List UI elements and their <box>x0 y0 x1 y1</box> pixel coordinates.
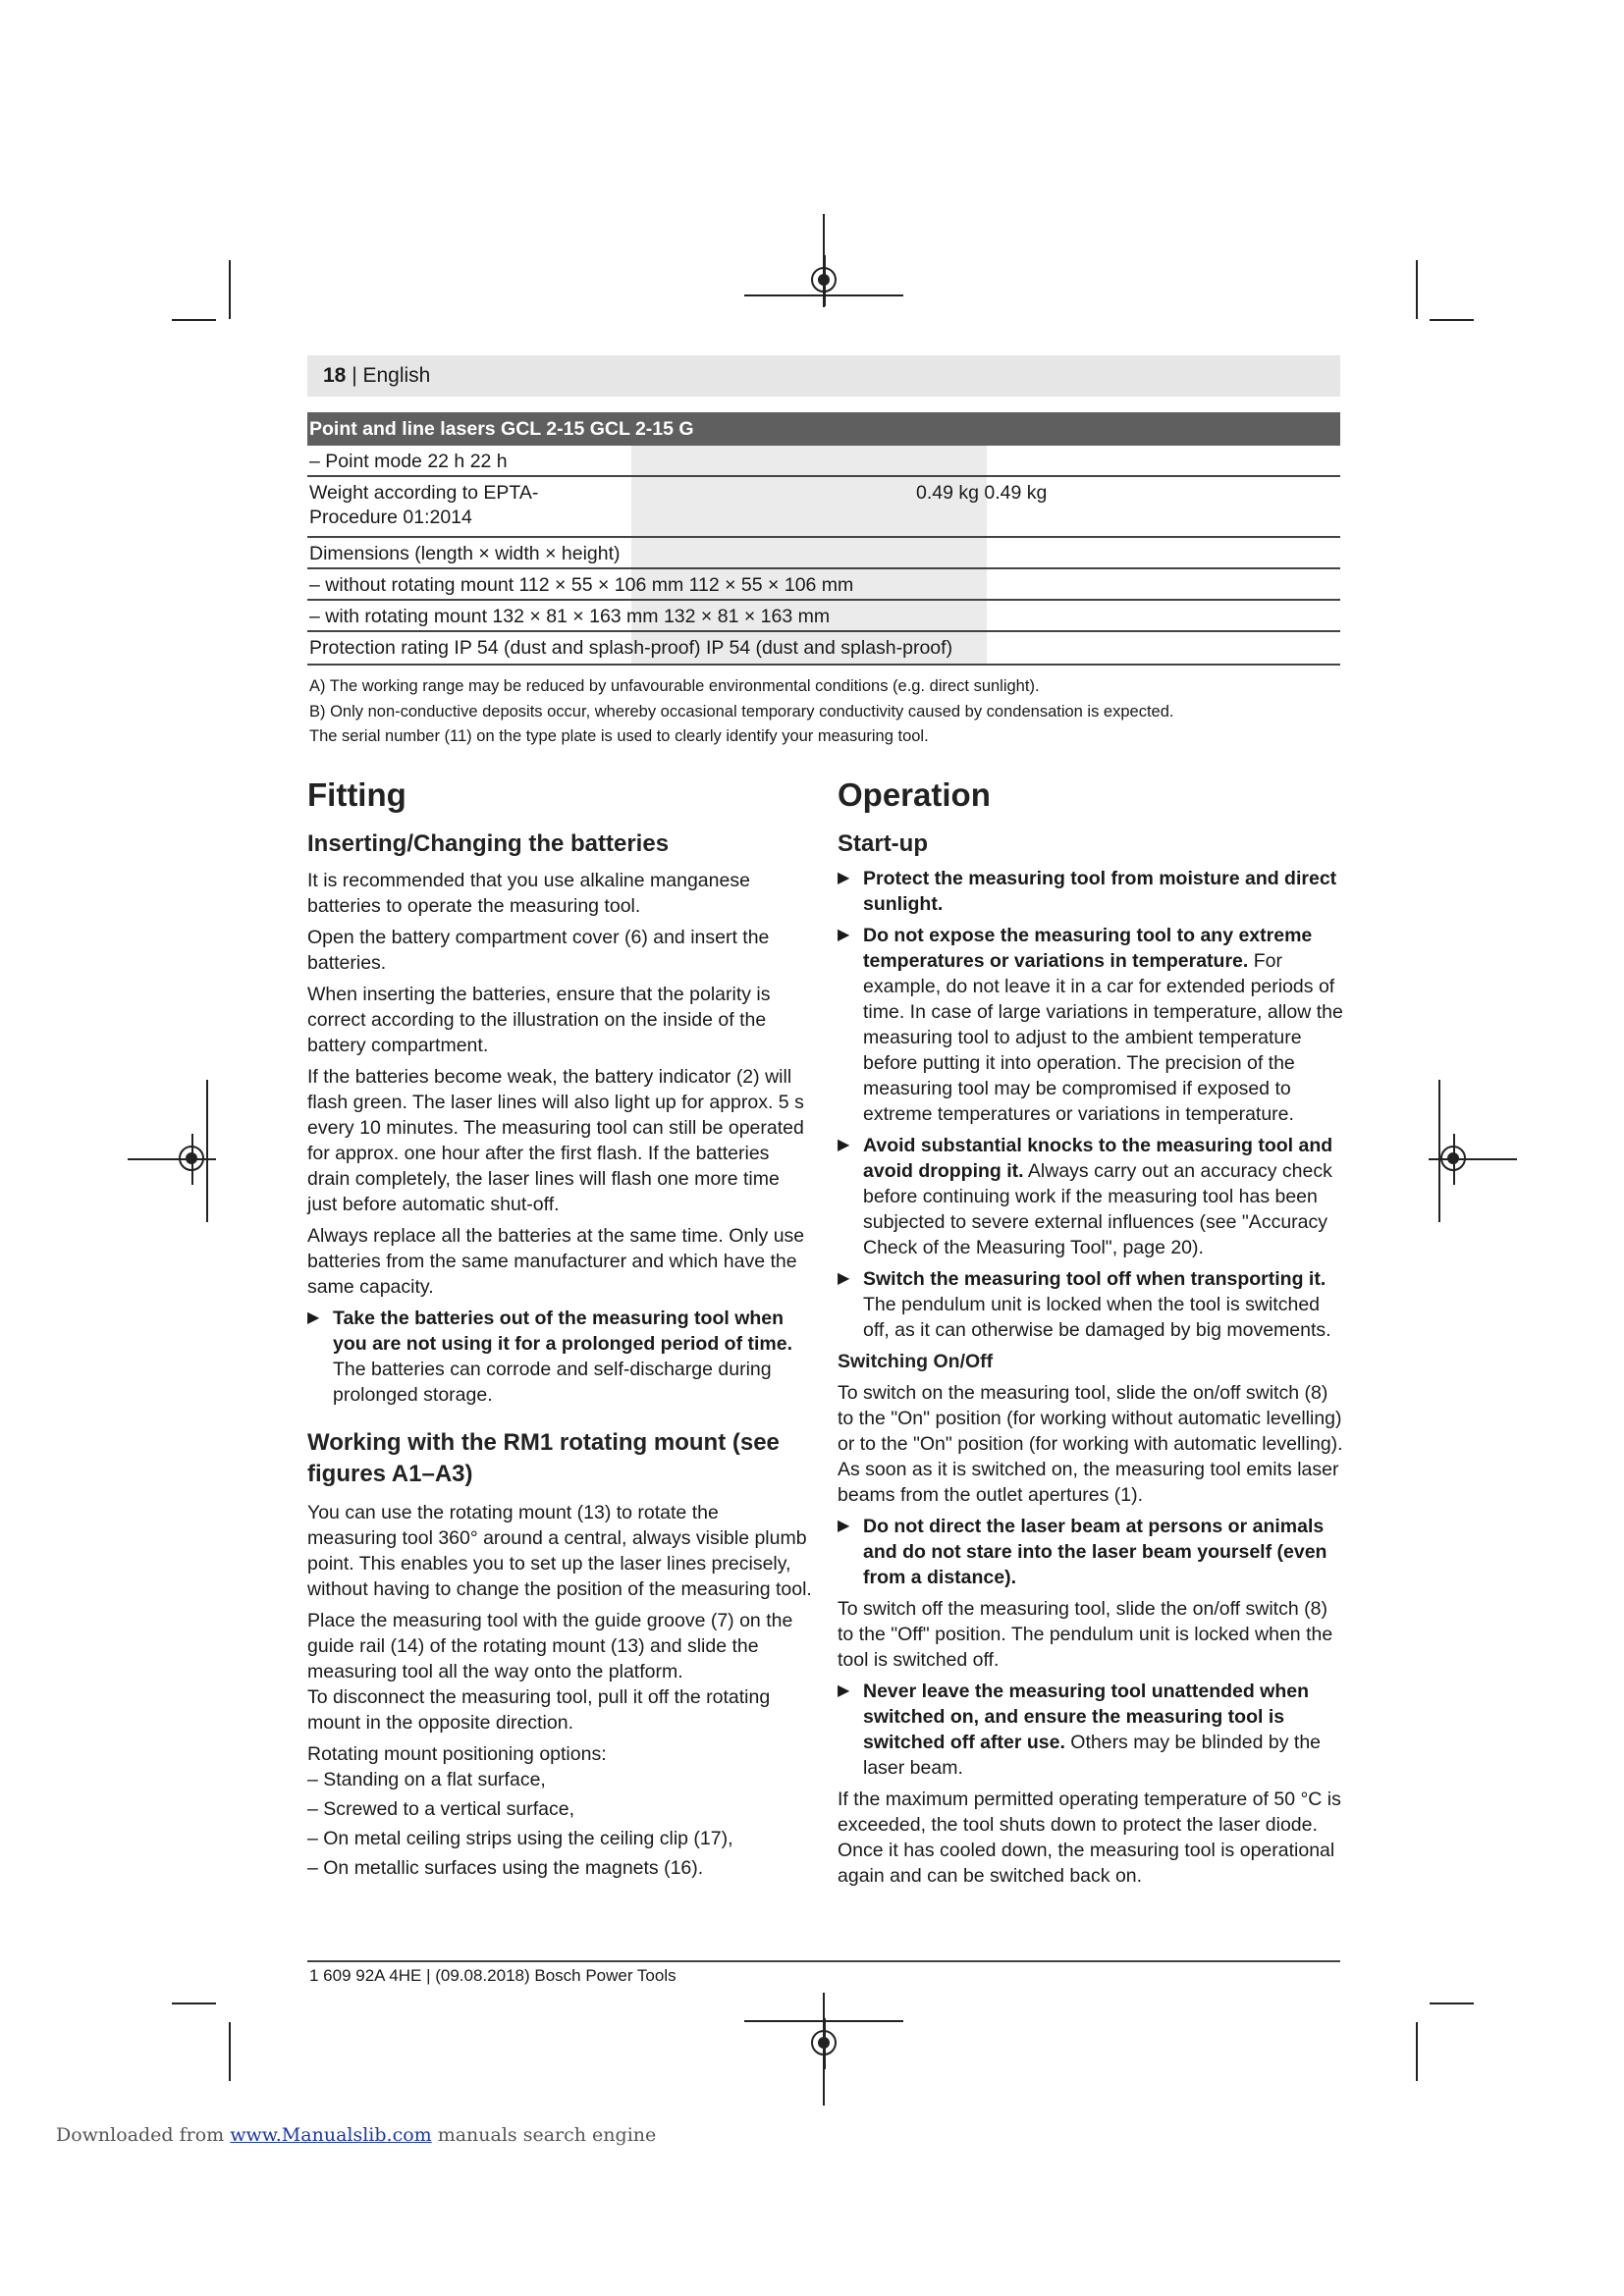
list-item: – On metallic surfaces using the magnets (16). <box>307 1857 704 1879</box>
paragraph: You can use the rotating mount (13) to rotate the measuring tool 360° around a central, always visible plumb point. This enables you to set up the laser lines precisely, without having to change the position of the measuring tool. <box>307 1502 812 1600</box>
paragraph: If the maximum permitted operating temperature of 50 °C is exceeded, the tool shuts down to protect the laser diode. Once it has cooled down, the measuring tool is operational again and can be switched back on. <box>838 1789 1341 1887</box>
download-suffix: manuals search engine <box>431 2124 657 2146</box>
safety-bullet <box>838 1133 1343 1260</box>
table-row <box>307 632 1340 666</box>
table-row <box>307 601 1340 632</box>
bullet-bold: Switch the measuring tool off when transporting it. <box>863 1268 1326 1290</box>
paragraph: To disconnect the measuring tool, pull it off the rotating mount in the opposite direction. <box>307 1686 771 1734</box>
spec-table <box>307 412 1340 666</box>
table-row <box>307 569 1340 601</box>
bullet-text: Always carry out an accuracy check before continuing work if the measuring tool has been subjected to severe external influences (see "Accuracy Check of the Measuring Tool", page 20). <box>863 1160 1332 1258</box>
bullet-arrow-icon: ▶ <box>838 870 850 886</box>
right-column <box>838 775 1343 1895</box>
startup-subheading: Start-up <box>838 830 928 857</box>
bullet-text: Others may be blinded by the laser beam. <box>863 1732 1322 1779</box>
left-column <box>307 775 813 1885</box>
bullet-arrow-icon: ▶ <box>307 1309 320 1326</box>
bullet-arrow-icon: ▶ <box>838 1682 850 1699</box>
bullet-bold: Do not expose the measuring tool to any extreme temperatures or variations in temperature. <box>863 925 1313 972</box>
page-number-label <box>323 364 430 388</box>
safety-bullet <box>838 1514 1343 1590</box>
registration-target-icon <box>179 1146 204 1171</box>
crop-mark <box>229 260 231 319</box>
table-cell: Dimensions (length × width × height) <box>309 543 621 564</box>
spec-table-title: Point and line lasers GCL 2-15 GCL 2-15 G <box>307 412 1340 446</box>
crop-mark <box>1416 260 1418 319</box>
footnote-a: A) The working range may be reduced by unfavourable environmental conditions (e.g. direct sunlight). <box>309 677 1040 695</box>
registration-line <box>206 1080 208 1222</box>
paragraph: Always replace all the batteries at the same time. Only use batteries from the same manufacturer and which have the same capacity. <box>307 1225 805 1298</box>
bullet-bold: Take the batteries out of the measuring tool when you are not using it for a prolonged period of time. <box>333 1308 793 1355</box>
switching-subheading: Switching On/Off <box>838 1351 994 1372</box>
bullet-arrow-icon: ▶ <box>838 1270 850 1287</box>
paragraph: It is recommended that you use alkaline manganese batteries to operate the measuring tool. <box>307 870 750 917</box>
paragraph: To switch on the measuring tool, slide the on/off switch (8) to the "On" position (for working without automatic levelling) or to the "On" position (for working with automatic levelling). As soon as it is switched on, the measuring tool emits laser beams from the outlet apertures (1). <box>838 1382 1343 1506</box>
footnote-b: B) Only non-conductive deposits occur, whereby occasional temporary conductivity caused by condensation is expected. <box>309 703 1174 721</box>
table-cell-value: 0.49 kg 0.49 kg <box>916 482 1048 504</box>
table-cell: – with rotating mount 132 × 81 × 163 mm 132 × 81 × 163 mm <box>309 606 831 627</box>
paragraph: Open the battery compartment cover (6) and insert the batteries. <box>307 927 770 974</box>
safety-bullet <box>838 1266 1343 1343</box>
bullet-text: The pendulum unit is locked when the tool is switched off, as it can otherwise be damaged by big movements. <box>863 1294 1331 1341</box>
table-cell: – Point mode 22 h 22 h <box>309 451 508 472</box>
manualslib-link[interactable]: www.Manualslib.com <box>230 2124 432 2146</box>
table-cell: Weight according to EPTA-Procedure 01:2014 <box>309 482 539 528</box>
paragraph: Rotating mount positioning options: <box>307 1743 607 1765</box>
table-row <box>307 446 1340 477</box>
header-separator: | <box>346 364 363 387</box>
crop-mark <box>172 319 216 321</box>
page-number: 18 <box>323 364 347 387</box>
crop-mark <box>1430 319 1474 321</box>
registration-line <box>1438 1080 1440 1222</box>
safety-bullet <box>838 923 1343 1127</box>
table-cell: Protection rating IP 54 (dust and splash-proof) IP 54 (dust and splash-proof) <box>309 637 953 659</box>
bullet-bold: Protect the measuring tool from moisture and direct sunlight. <box>863 868 1337 915</box>
list-item: – Screwed to a vertical surface, <box>307 1798 575 1820</box>
rotating-mount-subheading: Working with the RM1 rotating mount (see figures A1–A3) <box>307 1429 780 1487</box>
list-item: – Standing on a flat surface, <box>307 1769 546 1790</box>
bullet-bold: Never leave the measuring tool unattended when switched on, and ensure the measuring tool is switched off after use. <box>863 1681 1310 1753</box>
registration-target-icon <box>811 267 837 293</box>
table-row <box>307 538 1340 569</box>
footer-text: 1 609 92A 4HE | (09.08.2018) Bosch Power Tools <box>309 1966 677 1985</box>
bullet-bold: Do not direct the laser beam at persons or animals and do not stare into the laser beam yourself (even from a distance). <box>863 1516 1327 1588</box>
safety-bullet <box>838 866 1343 917</box>
safety-bullet <box>838 1679 1343 1781</box>
crop-mark <box>1430 2002 1474 2004</box>
serial-number-note: The serial number (11) on the type plate is used to clearly identify your measuring tool. <box>309 727 929 745</box>
fitting-heading: Fitting <box>307 776 406 813</box>
bullet-text: For example, do not leave it in a car for extended periods of time. In case of large variations in temperature, allow the measuring tool to adjust to the ambient temperature before putting it into operation. The precision of the measuring tool may be compromised if exposed to extreme temperatures or variations in temperature. <box>863 950 1343 1125</box>
paragraph: To switch off the measuring tool, slide the on/off switch (8) to the "Off" position. The pendulum unit is locked when the tool is switched off. <box>838 1598 1333 1671</box>
safety-bullet <box>307 1306 813 1408</box>
paragraph: If the batteries become weak, the battery indicator (2) will flash green. The laser lines will also light up for approx. 5 s every 10 minutes. The measuring tool can still be operated for approx. one hour after the first flash. If the batteries drain completely, the laser lines will flash one more time just before automatic shut-off. <box>307 1066 804 1215</box>
paragraph: Place the measuring tool with the guide groove (7) on the guide rail (14) of the rotating mount (13) and slide the measuring tool all the way onto the platform. <box>307 1610 793 1682</box>
bullet-bold: Avoid substantial knocks to the measuring tool and avoid dropping it. <box>863 1135 1333 1182</box>
bullet-arrow-icon: ▶ <box>838 1518 850 1534</box>
registration-target-icon <box>1440 1146 1466 1171</box>
crop-mark <box>1416 2022 1418 2081</box>
table-cell: – without rotating mount 112 × 55 × 106 mm 112 × 55 × 106 mm <box>309 574 854 596</box>
bullet-text: The batteries can corrode and self-discharge during prolonged storage. <box>333 1359 772 1406</box>
crop-mark <box>229 2022 231 2081</box>
list-item: – On metal ceiling strips using the ceiling clip (17), <box>307 1828 733 1849</box>
header-language: English <box>362 364 431 387</box>
table-row <box>307 477 1340 538</box>
page-header <box>307 355 1340 397</box>
paragraph: When inserting the batteries, ensure that the polarity is correct according to the illustration on the inside of the battery compartment. <box>307 984 771 1056</box>
operation-heading: Operation <box>838 776 991 813</box>
download-prefix: Downloaded from <box>56 2124 231 2146</box>
registration-target-icon <box>811 2030 837 2056</box>
batteries-subheading: Inserting/Changing the batteries <box>307 830 670 857</box>
bullet-arrow-icon: ▶ <box>838 927 850 943</box>
footer-divider <box>307 1960 1340 1962</box>
download-notice <box>56 2124 656 2146</box>
bullet-arrow-icon: ▶ <box>838 1137 850 1153</box>
crop-mark <box>172 2002 216 2004</box>
